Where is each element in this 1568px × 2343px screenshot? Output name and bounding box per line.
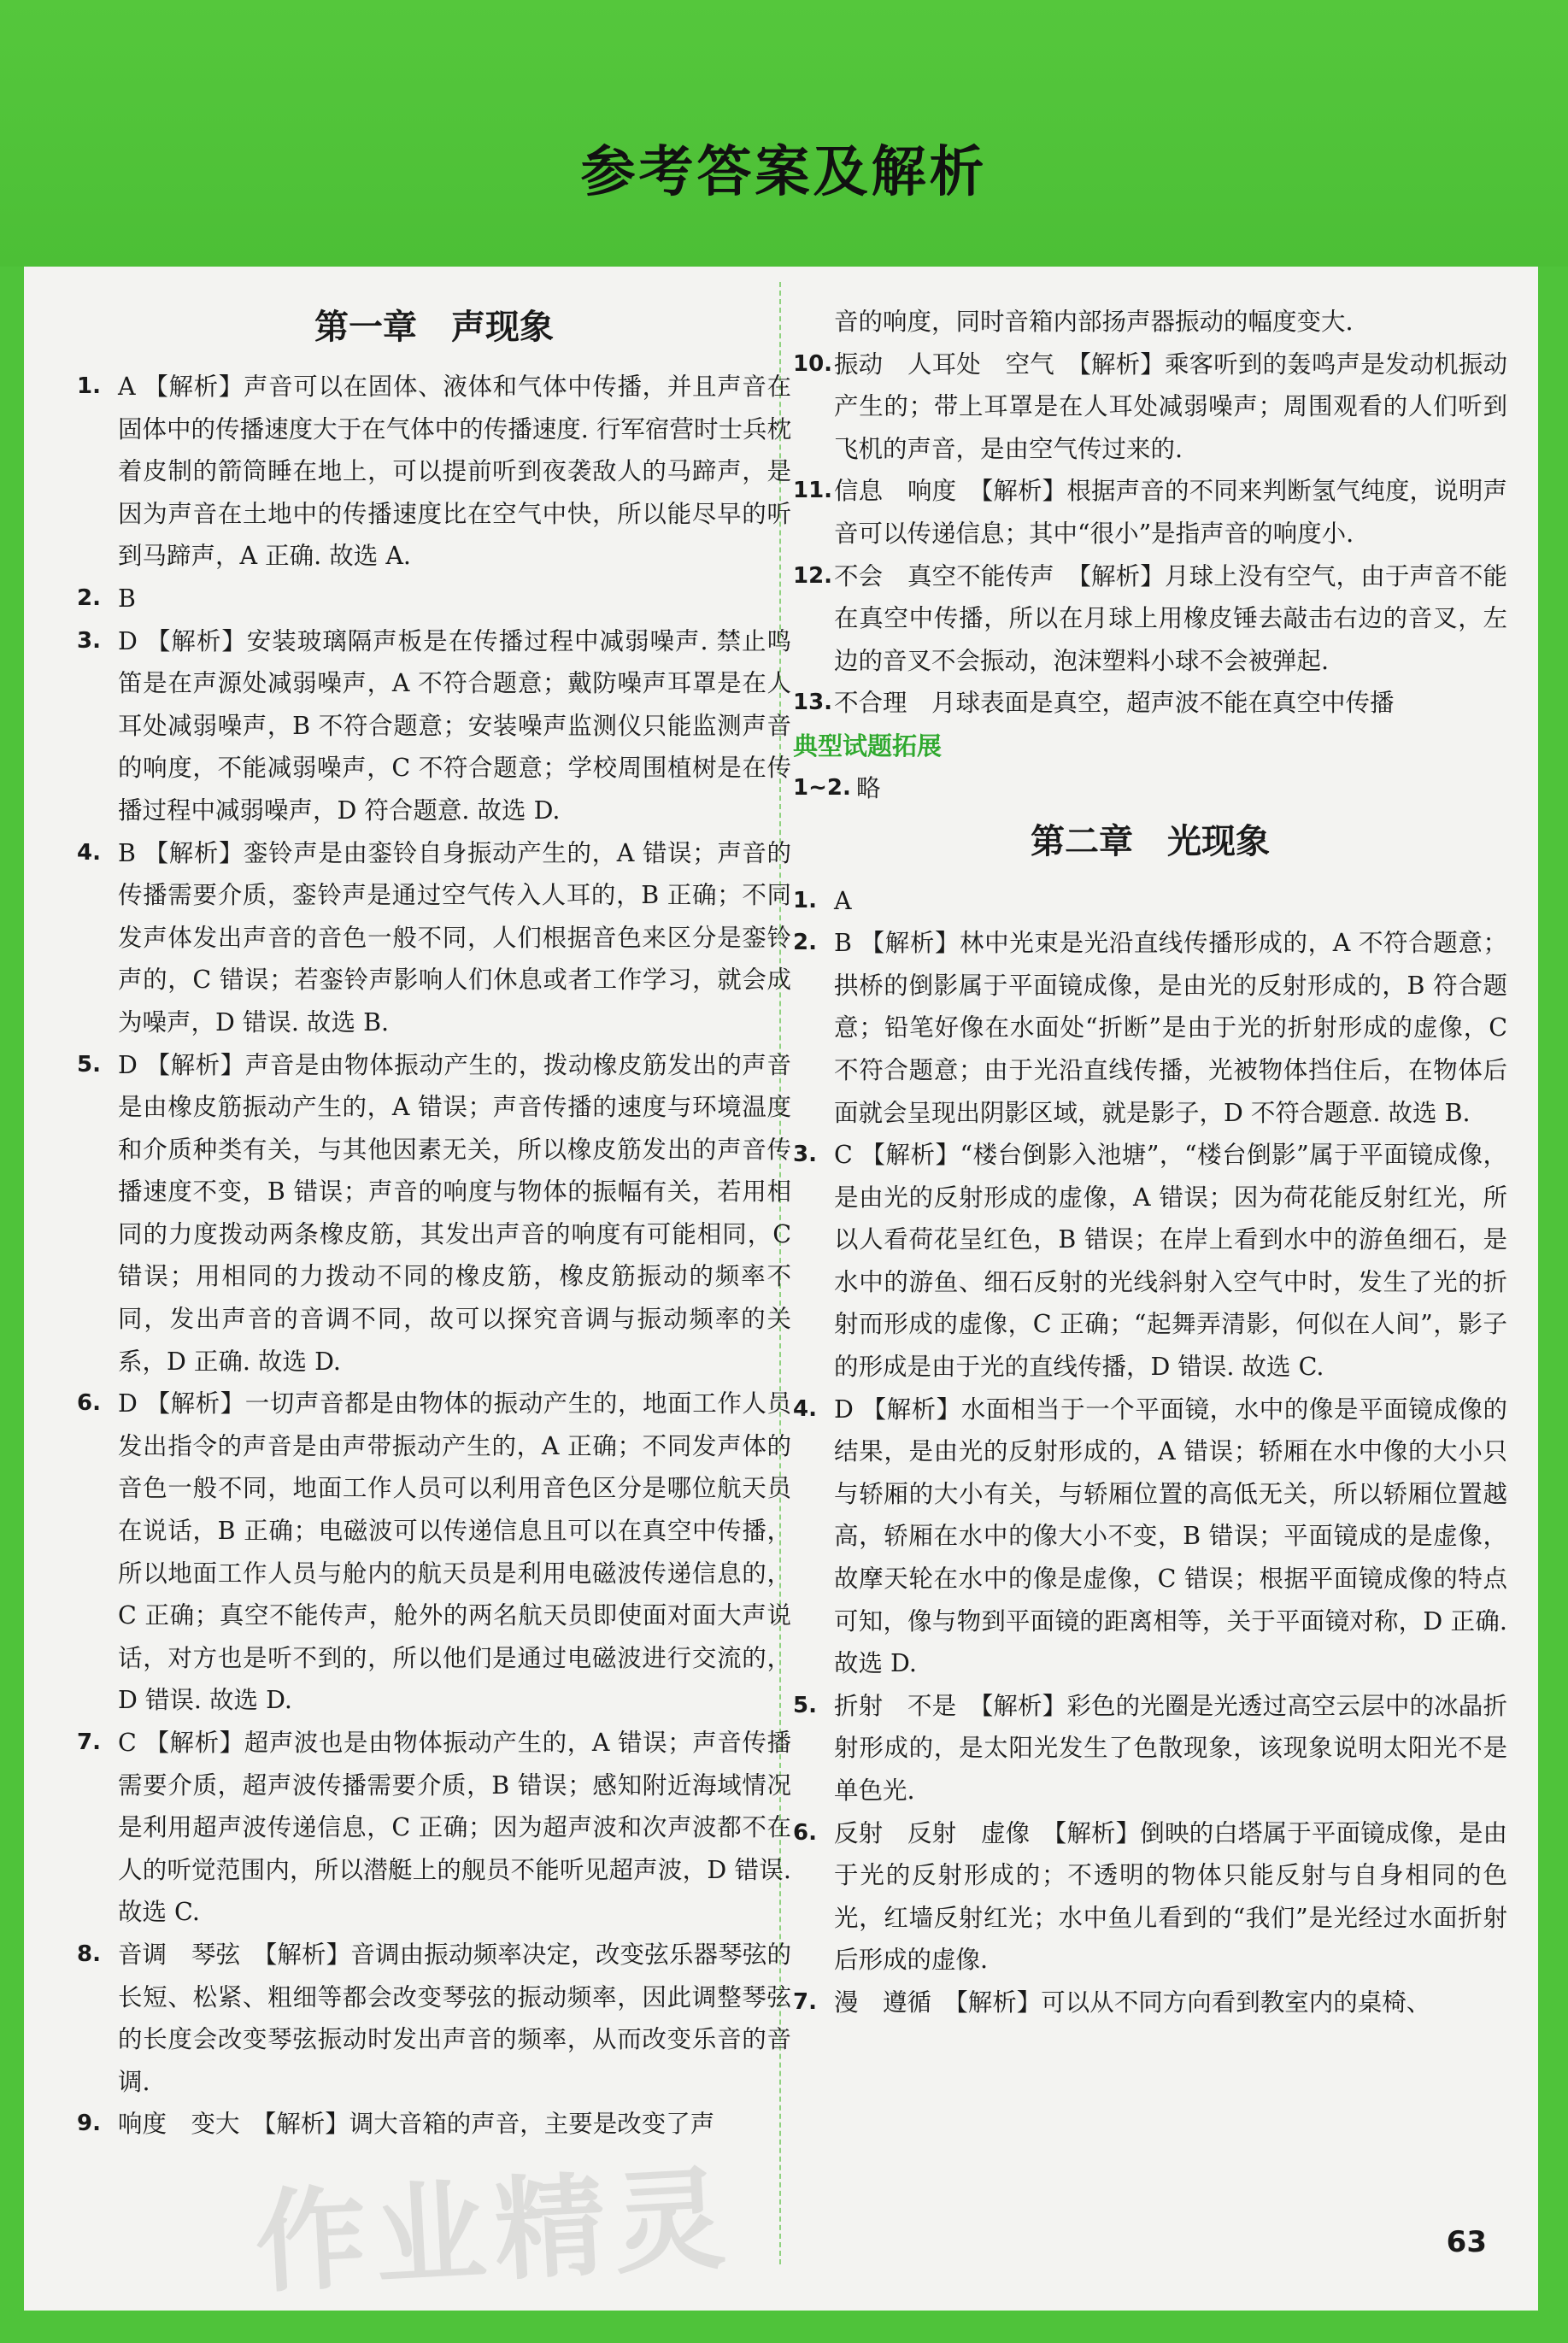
item-number: 5. xyxy=(77,1051,101,1078)
item-number: 12. xyxy=(793,562,833,589)
list-item xyxy=(793,880,1507,923)
item-number: 1. xyxy=(77,373,101,399)
list-item xyxy=(793,1134,1507,1389)
item-text: 反射 反射 虚像 【解析】倒映的白塔属于平面镜成像，是由于光的反射形成的；不透明的物体只能反射与自身相同的色光，红墙反射红光；水中鱼儿看到的“我们”是光经过水面折射后形成的虚像. xyxy=(834,1818,1507,1975)
item-number: 1. xyxy=(793,887,817,913)
item-number: 6. xyxy=(793,1819,817,1846)
item-number: 10. xyxy=(793,350,833,377)
item-text: 信息 响度 【解析】根据声音的不同来判断氢气纯度，说明声音可以传递信息；其中“很小”是指声音的响度小. xyxy=(834,477,1507,548)
list-item xyxy=(793,470,1507,555)
answer-list xyxy=(793,880,1507,2024)
item-text: 音调 琴弦 【解析】音调由振动频率决定，改变弦乐器琴弦的长短、松紧、粗细等都会改变琴弦的振动频率，因此调整琴弦的长度会改变琴弦振动时发出声音的频率，从而改变乐音的音调. xyxy=(118,1940,791,2096)
answer-list xyxy=(793,344,1507,725)
item-text: C 【解析】“楼台倒影入池塘”，“楼台倒影”属于平面镜成像，是由光的反射形成的虚像，A 错误；因为荷花能反射红光，所以人看荷花呈红色，B 错误；在岸上看到水中的游鱼细石，是水中的游鱼、细石反射的光线斜射入空气中时，发生了光的折射而形成的虚像，C 正确；“起舞弄清影，何似在人间”，影子的形成是由于光的直线传播，D 错误. 故选 C. xyxy=(834,1141,1507,1382)
item-text: A 【解析】声音可以在固体、液体和气体中传播，并且声音在固体中的传播速度大于在气体中的传播速度. 行军宿营时士兵枕着皮制的箭筒睡在地上，可以提前听到夜袭敌人的马蹄声，是因为声音在土地中的传播速度比在空气中快，所以能尽早的听到马蹄声，A 正确. 故选 A. xyxy=(118,373,791,571)
chapter-title: 第二章 光现象 xyxy=(1031,821,1270,861)
item-text: B 【解析】銮铃声是由銮铃自身振动产生的，A 错误；声音的传播需要介质，銮铃声是通过空气传入人耳的，B 正确；不同发声体发出声音的音色一般不同，人们根据音色来区分是銮铃声的，C 错误；若銮铃声影响人们休息或者工作学习，就会成为噪声，D 错误. 故选 B. xyxy=(118,838,791,1036)
item-text: D 【解析】声音是由物体振动产生的，拨动橡皮筋发出的声音是由橡皮筋振动产生的，A 错误；声音传播的速度与环境温度和介质种类有关，与其他因素无关，所以橡皮筋发出的声音传播速度不变，B 错误；声音的响度与物体的振幅有关，若用相同的力度拨动两条橡皮筋，其发出声音的响度有可能相同，C 错误；用相同的力拨动不同的橡皮筋，橡皮筋振动的频率不同，发出声音的音调不同，故可以探究音调与振动频率的关系，D 正确. 故选 D. xyxy=(118,1050,791,1376)
item-text: 响度 变大 【解析】调大音箱的声音，主要是改变了声 xyxy=(118,2110,715,2139)
list-item xyxy=(793,1812,1507,1982)
item-text: 不合理 月球表面是真空，超声波不能在真空中传播 xyxy=(834,689,1395,718)
list-item xyxy=(77,366,791,578)
item-text: 不会 真空不能传声 【解析】月球上没有空气，由于声音不能在真空中传播，所以在月球上用橡皮锤去敲击右边的音叉，左边的音叉不会振动，泡沫塑料小球不会被弹起. xyxy=(834,561,1507,675)
item-number: 3. xyxy=(77,627,101,654)
item-text: A xyxy=(834,886,852,915)
list-item xyxy=(793,555,1507,683)
list-item xyxy=(793,1982,1507,2024)
item-text: D 【解析】水面相当于一个平面镜，水中的像是平面镜成像的结果，是由光的反射形成的，A 错误；轿厢在水中像的大小只与轿厢的大小有关，与轿厢位置的高低无关，所以轿厢位置越高，轿厢在水中的像大小不变，B 错误；平面镜成的是虚像，故摩天轮在水中的像是虚像，C 错误；根据平面镜成像的特点可知，像与物到平面镜的距离相等，关于平面镜对称，D 正确. 故选 D. xyxy=(834,1395,1507,1678)
item-number: 2. xyxy=(793,930,817,956)
item-text: C 【解析】超声波也是由物体振动产生的，A 错误；声音传播需要介质，超声波传播需要介质，B 错误；感知附近海域情况是利用超声波传递信息，C 正确；因为超声波和次声波都不在人的听觉范围内，所以潜艇上的舰员不能听见超声波，D 错误. 故选 C. xyxy=(118,1729,791,1927)
item-text: B xyxy=(118,584,136,613)
item-number: 5. xyxy=(793,1692,817,1718)
item-number: 11. xyxy=(793,478,833,504)
item-text: D 【解析】安装玻璃隔声板是在传播过程中减弱噪声. 禁止鸣笛是在声源处减弱噪声，A 不符合题意；戴防噪声耳罩是在人耳处减弱噪声，B 不符合题意；安装噪声监测仪只能监测声音的响度，不能减弱噪声，C 不符合题意；学校周围植树是在传播过程中减弱噪声，D 符合题意. 故选 D. xyxy=(118,626,791,825)
page-header xyxy=(0,0,1568,267)
list-item xyxy=(77,1722,791,1934)
right-column xyxy=(793,301,1507,2024)
list-item xyxy=(77,578,791,620)
item-number: 4. xyxy=(793,1395,817,1422)
list-item xyxy=(77,832,791,1044)
item-number: 13. xyxy=(793,690,833,716)
item-text: 折射 不是 【解析】彩色的光圈是光透过高空云层中的冰晶折射形成的，是太阳光发生了色散现象，该现象说明太阳光不是单色光. xyxy=(834,1691,1507,1805)
section-title: 典型试题拓展 xyxy=(793,731,943,760)
answer-list xyxy=(77,366,791,2146)
item-number: 2. xyxy=(77,584,101,611)
item-text: B 【解析】林中光束是光沿直线传播形成的，A 不符合题意；拱桥的倒影属于平面镜成像，是由光的反射形成的，B 符合题意；铅笔好像在水面处“折断”是由于光的折射形成的虚像，C 不符合题意；由于光沿直线传播，光被物体挡住后，在物体后面就会呈现出阴影区域，就是影子，D 不符合题意. 故选 B. xyxy=(834,929,1507,1127)
item-number: 3. xyxy=(793,1142,817,1168)
list-item xyxy=(793,922,1507,1134)
list-item xyxy=(793,1685,1507,1812)
item-number: 7. xyxy=(793,1988,817,2015)
watermark: 作业精灵 xyxy=(251,2153,737,2309)
item-number: 8. xyxy=(77,1941,101,1967)
list-item xyxy=(793,344,1507,471)
list-item xyxy=(793,1389,1507,1685)
item-text: 漫 遵循 【解析】可以从不同方向看到教室内的桌椅、 xyxy=(834,1988,1431,2017)
list-item xyxy=(793,682,1507,725)
list-item xyxy=(77,1044,791,1383)
page-title: 参考答案及解析 xyxy=(580,141,988,204)
left-column xyxy=(77,301,791,2146)
item-number: 9. xyxy=(77,2111,101,2137)
item-number: 6. xyxy=(77,1390,101,1417)
continued-text: 音的响度，同时音箱内部扬声器振动的幅度变大. xyxy=(834,308,1354,336)
list-item xyxy=(793,767,1507,810)
list-item xyxy=(77,1383,791,1722)
item-text: D 【解析】一切声音都是由物体的振动产生的，地面工作人员发出指令的声音是由声带振动产生的，A 正确；不同发声体的音色一般不同，地面工作人员可以利用音色区分是哪位航天员在说话，B 正确；电磁波可以传递信息且可以在真空中传播，所以地面工作人员与舱内的航天员是利用电磁波传递信息的，C 正确；真空不能传声，舱外的两名航天员即使面对面大声说话，对方也是听不到的，所以他们是通过电磁波进行交流的，D 错误. 故选 D. xyxy=(118,1389,791,1715)
page-number: 63 xyxy=(1446,2225,1487,2259)
list-item xyxy=(77,1934,791,2103)
answer-sheet xyxy=(24,267,1538,2311)
item-number: 4. xyxy=(77,839,101,866)
item-text: 振动 人耳处 空气 【解析】乘客听到的轰鸣声是发动机振动产生的；带上耳罩是在人耳处减弱噪声；周围观看的人们听到飞机的声音，是由空气传过来的. xyxy=(834,349,1507,463)
item-number: 1~2. xyxy=(793,774,851,801)
item-number: 7. xyxy=(77,1729,101,1755)
chapter-title: 第一章 声现象 xyxy=(314,308,554,347)
item-text: 略 xyxy=(856,773,881,802)
list-item xyxy=(77,620,791,832)
